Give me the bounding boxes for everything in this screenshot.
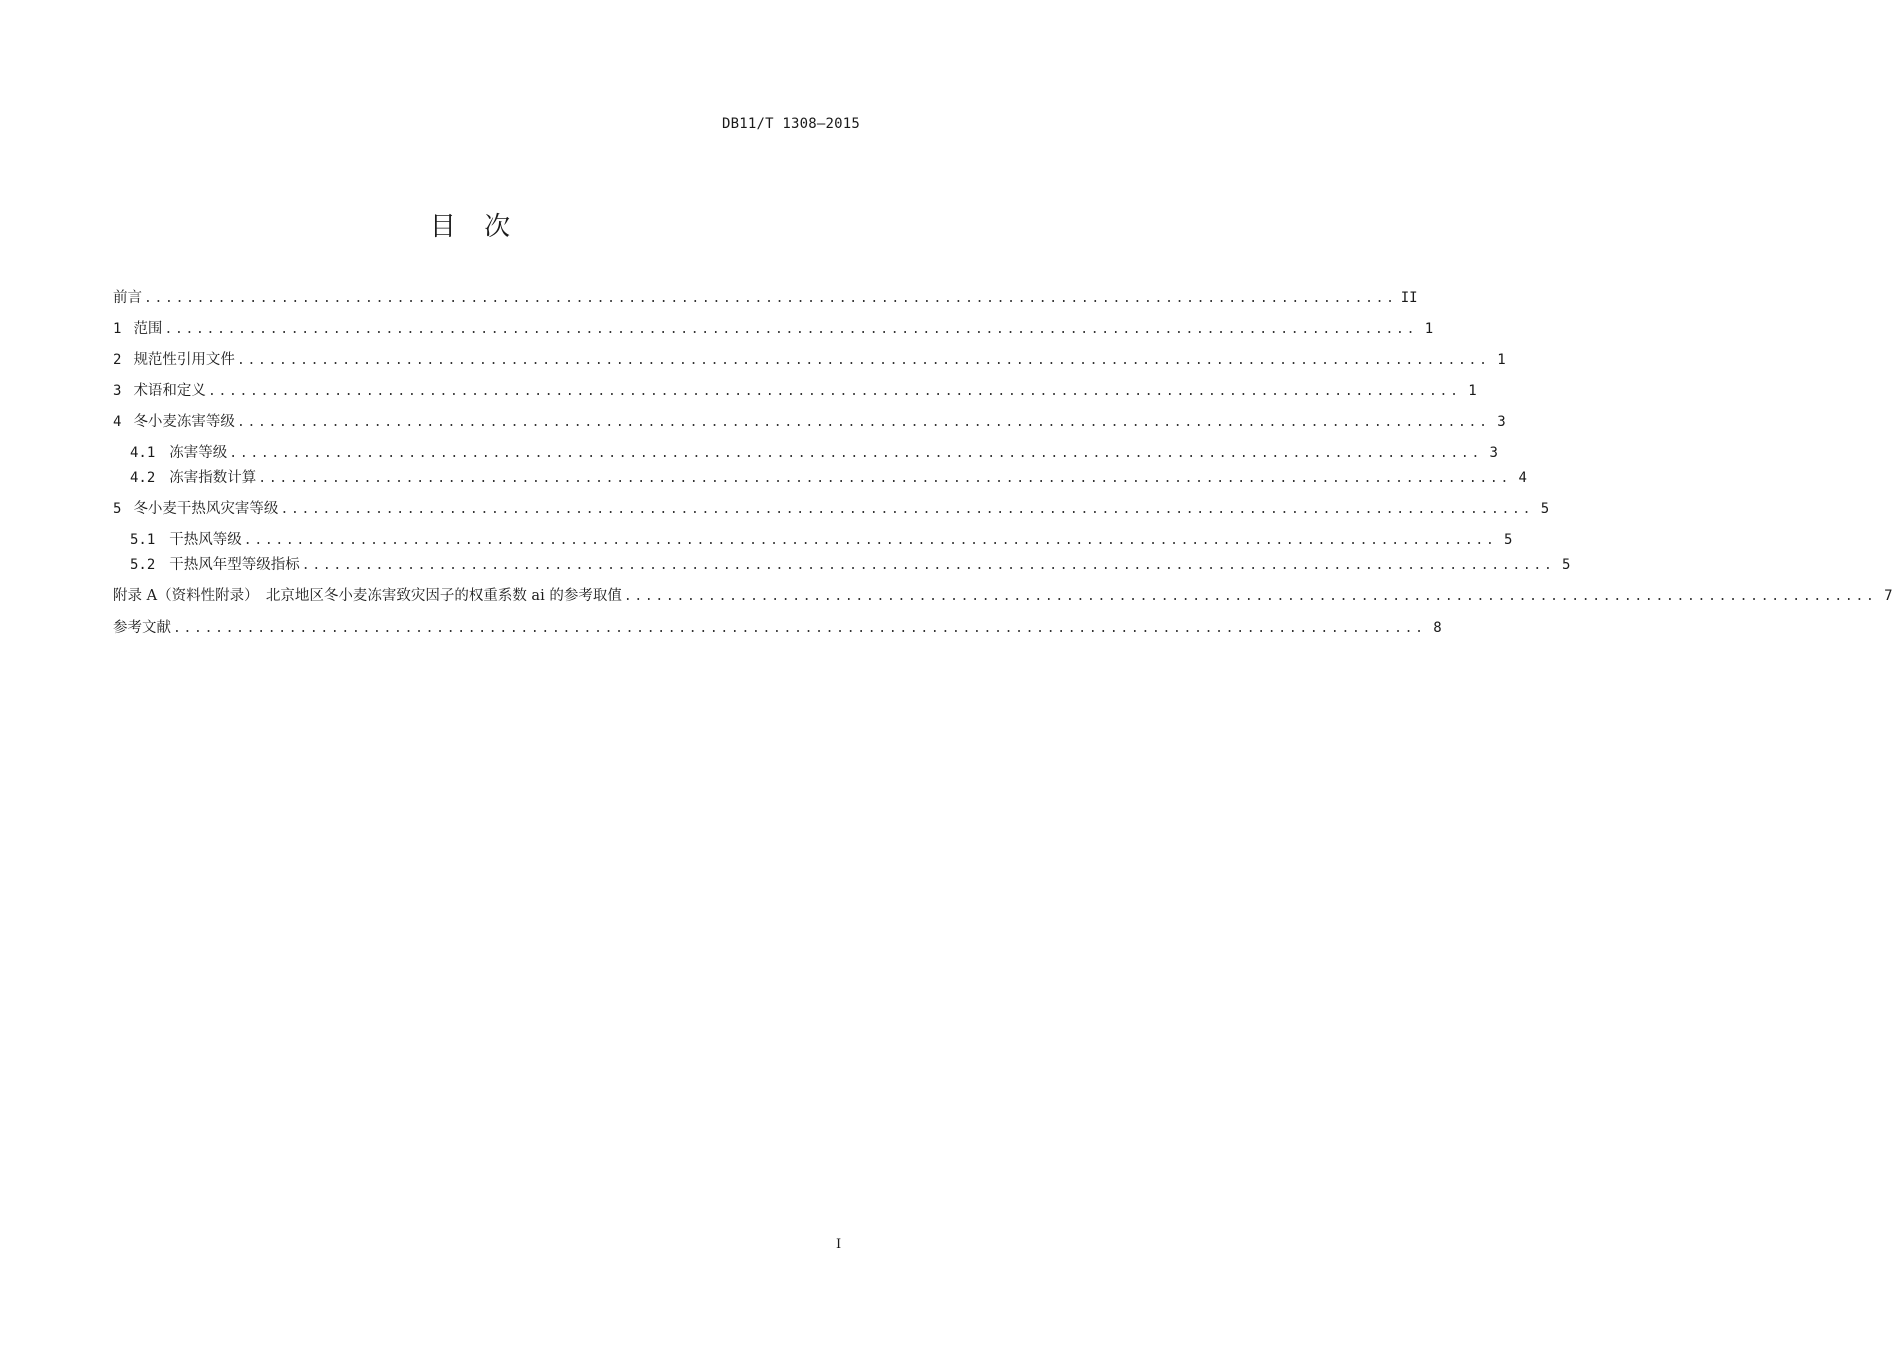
toc-entry-number: 5.2 — [130, 557, 156, 573]
toc-entry-page: 5 — [1504, 532, 1513, 548]
toc-leader-dots: ....................................................................................................................... — [207, 384, 1461, 399]
document-code: DB11/T 1308—2015 — [721, 116, 860, 132]
toc-leader-dots: ....................................................................................................................... — [164, 322, 1418, 337]
toc-entry-frost-grade[interactable] — [130, 443, 1498, 463]
toc-entry-number: 5.1 — [130, 532, 156, 548]
toc-entry-label: 冻害指数计算 — [169, 470, 257, 486]
toc-entry-page: 7 — [1884, 588, 1893, 604]
toc-leader-dots: ....................................................................................................................... — [623, 589, 1877, 604]
toc-entry-label: 干热风年型等级指标 — [169, 557, 300, 573]
toc-entry-foreword[interactable] — [113, 288, 1418, 308]
toc-leader-dots: ....................................................................................................................... — [144, 291, 1397, 306]
toc-entry-page: 5 — [1540, 501, 1550, 517]
toc-entry-label: 规范性引用文件 — [133, 352, 235, 368]
toc-entry-label: 冬小麦冻害等级 — [133, 414, 235, 430]
toc-entry-page: 1 — [1497, 352, 1506, 368]
toc-entry-dry-hot-wind-level[interactable] — [130, 530, 1513, 550]
toc-entry-terms-definitions[interactable] — [113, 381, 1477, 401]
toc-entry-page: 3 — [1497, 414, 1506, 430]
toc-entry-bibliography[interactable] — [113, 618, 1442, 638]
toc-entry-frost-index-calc[interactable] — [130, 468, 1527, 488]
toc-entry-label: 参考文献 — [113, 620, 171, 636]
toc-entry-label: 附录 A（资料性附录） 北京地区冬小麦冻害致灾因子的权重系数 ai 的参考取值 — [113, 588, 622, 604]
toc-leader-dots: ....................................................................................................................... — [236, 415, 1490, 430]
toc-entry-dry-hot-wind-year-index[interactable] — [130, 555, 1571, 575]
toc-entry-page: 3 — [1489, 445, 1498, 461]
toc-entry-label: 前言 — [113, 290, 142, 306]
toc-entry-normative-references[interactable] — [113, 350, 1506, 370]
toc-leader-dots: ....................................................................................................................... — [173, 621, 1426, 636]
toc-entry-label: 干热风等级 — [169, 532, 242, 548]
toc-entry-number: 5 — [113, 501, 122, 517]
toc-entry-page: 1 — [1424, 321, 1434, 337]
toc-entry-page: 1 — [1468, 383, 1477, 399]
toc-leader-dots: ....................................................................................................................... — [229, 446, 1482, 461]
toc-entry-page: II — [1400, 290, 1418, 306]
toc-title: 目 次 — [429, 212, 521, 242]
toc-entry-number: 1 — [113, 321, 122, 337]
toc-entry-number: 4 — [113, 414, 122, 430]
toc-leader-dots: ....................................................................................................................... — [243, 533, 1497, 548]
toc-entry-number: 2 — [113, 352, 122, 368]
toc-leader-dots: ....................................................................................................................... — [258, 471, 1511, 486]
toc-leader-dots: ....................................................................................................................... — [301, 558, 1555, 573]
toc-entry-label: 冻害等级 — [169, 445, 228, 461]
toc-entry-frost-damage-grade[interactable] — [113, 412, 1506, 432]
toc-entry-page: 5 — [1562, 557, 1571, 573]
toc-leader-dots: ....................................................................................................................... — [236, 353, 1490, 368]
toc-entry-dry-hot-wind-grade[interactable] — [113, 499, 1550, 519]
toc-entry-label: 冬小麦干热风灾害等级 — [133, 501, 279, 517]
toc-entry-number: 4.1 — [130, 445, 156, 461]
toc-entry-label: 范围 — [133, 321, 163, 337]
toc-entry-appendix-a[interactable] — [113, 586, 1893, 606]
toc-entry-number: 4.2 — [130, 470, 156, 486]
toc-entry-page: 8 — [1433, 620, 1442, 636]
page-number: I — [836, 1237, 842, 1252]
toc-entry-number: 3 — [113, 383, 122, 399]
toc-entry-scope[interactable] — [113, 319, 1434, 339]
toc-entry-label: 术语和定义 — [133, 383, 206, 399]
toc-leader-dots: ....................................................................................................................... — [280, 502, 1534, 517]
toc-entry-page: 4 — [1518, 470, 1527, 486]
